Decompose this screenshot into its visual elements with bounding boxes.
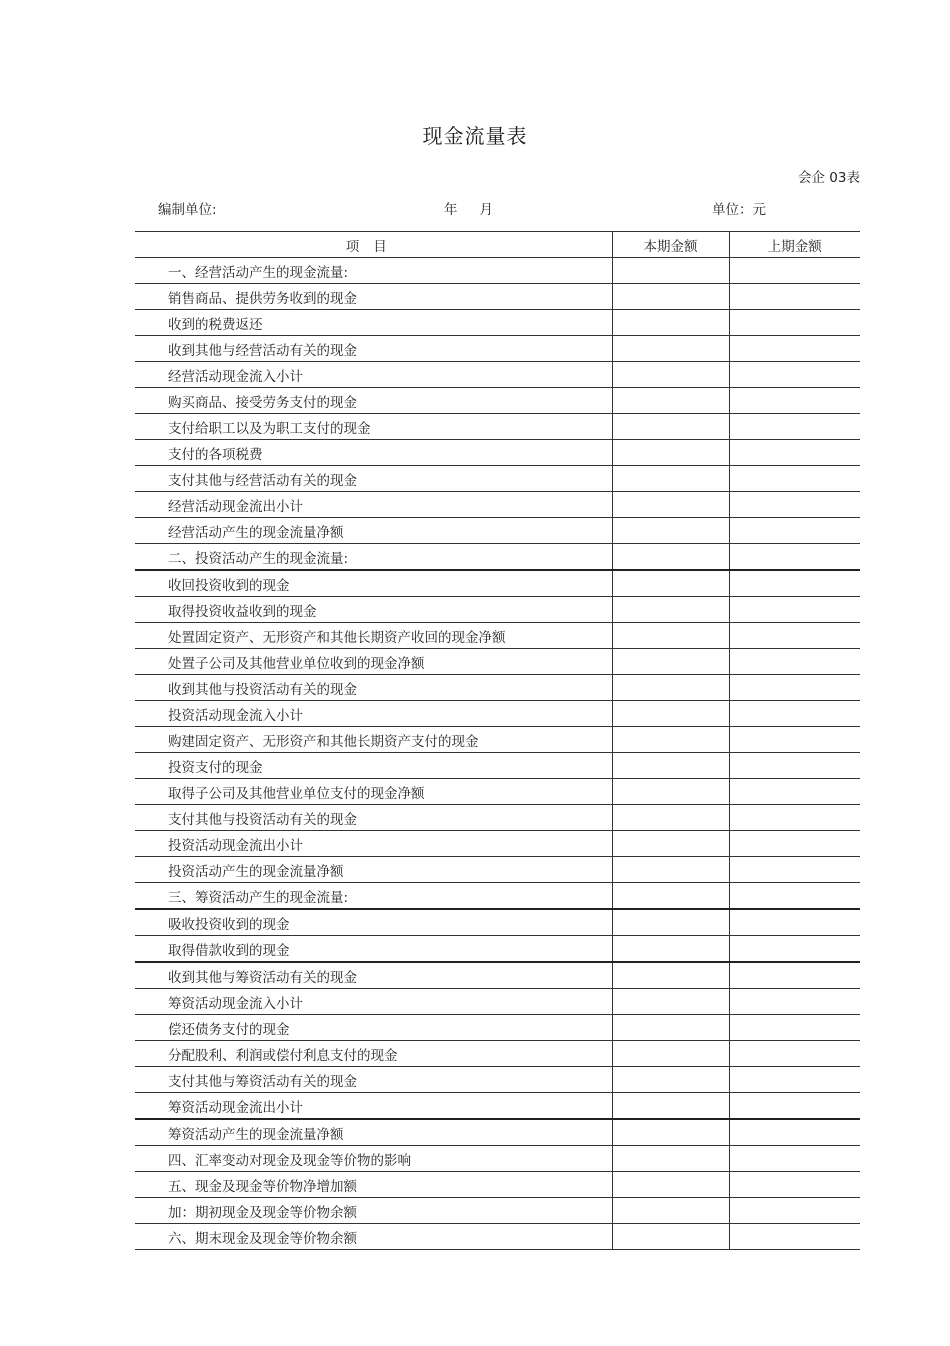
- row-item-label: 购买商品、接受劳务支付的现金: [135, 388, 612, 414]
- table-row: [135, 727, 860, 753]
- current-amount-cell[interactable]: [612, 414, 729, 440]
- previous-amount-cell[interactable]: [729, 518, 860, 544]
- current-amount-cell[interactable]: [612, 675, 729, 701]
- header-item: 项目: [135, 232, 612, 258]
- row-item-label: 筹资活动现金流入小计: [135, 989, 612, 1015]
- current-amount-cell[interactable]: [612, 1146, 729, 1172]
- current-amount-cell[interactable]: [612, 597, 729, 623]
- current-amount-cell[interactable]: [612, 909, 729, 936]
- current-amount-cell[interactable]: [612, 1224, 729, 1250]
- row-item-label: 支付其他与筹资活动有关的现金: [135, 1067, 612, 1093]
- previous-amount-cell[interactable]: [729, 284, 860, 310]
- table-row: [135, 414, 860, 440]
- current-amount-cell[interactable]: [612, 1198, 729, 1224]
- previous-amount-cell[interactable]: [729, 649, 860, 675]
- previous-amount-cell[interactable]: [729, 597, 860, 623]
- header-previous-period: 上期金额: [729, 232, 860, 258]
- table-row: [135, 962, 860, 989]
- row-item-label: 收回投资收到的现金: [135, 570, 612, 597]
- report-period: [444, 198, 515, 218]
- table-row: [135, 362, 860, 388]
- table-row: [135, 310, 860, 336]
- previous-amount-cell[interactable]: [729, 1119, 860, 1146]
- current-amount-cell[interactable]: [612, 857, 729, 883]
- previous-amount-cell[interactable]: [729, 388, 860, 414]
- current-amount-cell[interactable]: [612, 492, 729, 518]
- current-amount-cell[interactable]: [612, 284, 729, 310]
- row-item-label: 经营活动现金流出小计: [135, 492, 612, 518]
- table-header-row: [135, 232, 860, 258]
- previous-amount-cell[interactable]: [729, 857, 860, 883]
- row-item-label: 三、筹资活动产生的现金流量:: [135, 883, 612, 910]
- previous-amount-cell[interactable]: [729, 623, 860, 649]
- current-amount-cell[interactable]: [612, 258, 729, 284]
- table-row: [135, 1119, 860, 1146]
- table-row: [135, 623, 860, 649]
- previous-amount-cell[interactable]: [729, 1198, 860, 1224]
- row-item-label: 一、经营活动产生的现金流量:: [135, 258, 612, 284]
- table-row: [135, 753, 860, 779]
- current-amount-cell[interactable]: [612, 883, 729, 910]
- current-amount-cell[interactable]: [612, 310, 729, 336]
- previous-amount-cell[interactable]: [729, 1067, 860, 1093]
- row-item-label: 收到的税费返还: [135, 310, 612, 336]
- current-amount-cell[interactable]: [612, 753, 729, 779]
- previous-amount-cell[interactable]: [729, 962, 860, 989]
- table-row: [135, 1015, 860, 1041]
- table-row: [135, 492, 860, 518]
- row-item-label: 取得借款收到的现金: [135, 936, 612, 963]
- previous-amount-cell[interactable]: [729, 544, 860, 571]
- previous-amount-cell[interactable]: [729, 909, 860, 936]
- table-row: [135, 936, 860, 963]
- row-item-label: 吸收投资收到的现金: [135, 909, 612, 936]
- previous-amount-cell[interactable]: [729, 1093, 860, 1120]
- current-amount-cell[interactable]: [612, 831, 729, 857]
- table-row: [135, 388, 860, 414]
- previous-amount-cell[interactable]: [729, 440, 860, 466]
- row-item-label: 筹资活动产生的现金流量净额: [135, 1119, 612, 1146]
- current-amount-cell[interactable]: [612, 1172, 729, 1198]
- row-item-label: 经营活动产生的现金流量净额: [135, 518, 612, 544]
- previous-amount-cell[interactable]: [729, 831, 860, 857]
- previous-amount-cell[interactable]: [729, 805, 860, 831]
- current-amount-cell[interactable]: [612, 570, 729, 597]
- current-amount-cell[interactable]: [612, 779, 729, 805]
- table-row: [135, 258, 860, 284]
- previous-amount-cell[interactable]: [729, 727, 860, 753]
- current-amount-cell[interactable]: [612, 518, 729, 544]
- header-current-period: 本期金额: [612, 232, 729, 258]
- previous-amount-cell[interactable]: [729, 1224, 860, 1250]
- table-row: [135, 284, 860, 310]
- current-amount-cell[interactable]: [612, 649, 729, 675]
- previous-amount-cell[interactable]: [729, 258, 860, 284]
- previous-amount-cell[interactable]: [729, 310, 860, 336]
- current-amount-cell[interactable]: [612, 362, 729, 388]
- table-row: [135, 909, 860, 936]
- row-item-label: 加：期初现金及现金等价物余额: [135, 1198, 612, 1224]
- table-row: [135, 1198, 860, 1224]
- table-row: [135, 779, 860, 805]
- row-item-label: 投资活动现金流出小计: [135, 831, 612, 857]
- previous-amount-cell[interactable]: [729, 989, 860, 1015]
- table-row: [135, 1067, 860, 1093]
- previous-amount-cell[interactable]: [729, 570, 860, 597]
- current-amount-cell[interactable]: [612, 1067, 729, 1093]
- table-row: [135, 989, 860, 1015]
- table-row: [135, 857, 860, 883]
- previous-amount-cell[interactable]: [729, 414, 860, 440]
- table-row: [135, 675, 860, 701]
- table-row: [135, 544, 860, 571]
- previous-amount-cell[interactable]: [729, 492, 860, 518]
- table-row: [135, 1093, 860, 1120]
- row-item-label: 投资活动现金流入小计: [135, 701, 612, 727]
- row-item-label: 收到其他与经营活动有关的现金: [135, 336, 612, 362]
- previous-amount-cell[interactable]: [729, 883, 860, 910]
- current-amount-cell[interactable]: [612, 1041, 729, 1067]
- previous-amount-cell[interactable]: [729, 466, 860, 492]
- previous-amount-cell[interactable]: [729, 1172, 860, 1198]
- table-row: [135, 1224, 860, 1250]
- current-amount-cell[interactable]: [612, 701, 729, 727]
- current-amount-cell[interactable]: [612, 336, 729, 362]
- row-item-label: 取得子公司及其他营业单位支付的现金净额: [135, 779, 612, 805]
- row-item-label: 支付的各项税费: [135, 440, 612, 466]
- table-row: [135, 518, 860, 544]
- current-amount-cell[interactable]: [612, 466, 729, 492]
- table-row: [135, 466, 860, 492]
- row-item-label: 投资活动产生的现金流量净额: [135, 857, 612, 883]
- row-item-label: 五、现金及现金等价物净增加额: [135, 1172, 612, 1198]
- current-amount-cell[interactable]: [612, 1093, 729, 1120]
- row-item-label: 处置固定资产、无形资产和其他长期资产收回的现金净额: [135, 623, 612, 649]
- currency-unit-label: 单位：元: [712, 202, 766, 218]
- table-row: [135, 1041, 860, 1067]
- previous-amount-cell[interactable]: [729, 936, 860, 963]
- row-item-label: 分配股利、利润或偿付利息支付的现金: [135, 1041, 612, 1067]
- current-amount-cell[interactable]: [612, 440, 729, 466]
- previous-amount-cell[interactable]: [729, 336, 860, 362]
- row-item-label: 收到其他与投资活动有关的现金: [135, 675, 612, 701]
- row-item-label: 经营活动现金流入小计: [135, 362, 612, 388]
- row-item-label: 收到其他与筹资活动有关的现金: [135, 962, 612, 989]
- row-item-label: 支付其他与经营活动有关的现金: [135, 466, 612, 492]
- current-amount-cell[interactable]: [612, 989, 729, 1015]
- table-row: [135, 1172, 860, 1198]
- preparer-unit-label: 编制单位:: [158, 202, 217, 218]
- row-item-label: 支付其他与投资活动有关的现金: [135, 805, 612, 831]
- row-item-label: 筹资活动现金流出小计: [135, 1093, 612, 1120]
- cash-flow-table: [135, 231, 860, 1250]
- current-amount-cell[interactable]: [612, 1119, 729, 1146]
- current-amount-cell[interactable]: [612, 544, 729, 571]
- table-row: [135, 831, 860, 857]
- row-item-label: 销售商品、提供劳务收到的现金: [135, 284, 612, 310]
- previous-amount-cell[interactable]: [729, 779, 860, 805]
- row-item-label: 六、期末现金及现金等价物余额: [135, 1224, 612, 1250]
- page-title: 现金流量表: [422, 124, 528, 148]
- previous-amount-cell[interactable]: [729, 362, 860, 388]
- current-amount-cell[interactable]: [612, 623, 729, 649]
- current-amount-cell[interactable]: [612, 936, 729, 963]
- previous-amount-cell[interactable]: [729, 753, 860, 779]
- month-label: 月: [479, 202, 493, 218]
- table-row: [135, 336, 860, 362]
- previous-amount-cell[interactable]: [729, 675, 860, 701]
- current-amount-cell[interactable]: [612, 1015, 729, 1041]
- current-amount-cell[interactable]: [612, 727, 729, 753]
- year-label: 年: [444, 202, 458, 218]
- previous-amount-cell[interactable]: [729, 1041, 860, 1067]
- row-item-label: 四、汇率变动对现金及现金等价物的影响: [135, 1146, 612, 1172]
- row-item-label: 二、投资活动产生的现金流量:: [135, 544, 612, 571]
- row-item-label: 取得投资收益收到的现金: [135, 597, 612, 623]
- previous-amount-cell[interactable]: [729, 701, 860, 727]
- table-row: [135, 649, 860, 675]
- row-item-label: 购建固定资产、无形资产和其他长期资产支付的现金: [135, 727, 612, 753]
- previous-amount-cell[interactable]: [729, 1015, 860, 1041]
- row-item-label: 偿还债务支付的现金: [135, 1015, 612, 1041]
- table-row: [135, 805, 860, 831]
- table-row: [135, 597, 860, 623]
- current-amount-cell[interactable]: [612, 805, 729, 831]
- table-row: [135, 440, 860, 466]
- table-row: [135, 1146, 860, 1172]
- row-item-label: 处置子公司及其他营业单位收到的现金净额: [135, 649, 612, 675]
- table-row: [135, 883, 860, 910]
- current-amount-cell[interactable]: [612, 388, 729, 414]
- form-code: 会企 03表: [798, 170, 860, 186]
- table-row: [135, 701, 860, 727]
- table-row: [135, 570, 860, 597]
- current-amount-cell[interactable]: [612, 962, 729, 989]
- row-item-label: 投资支付的现金: [135, 753, 612, 779]
- previous-amount-cell[interactable]: [729, 1146, 860, 1172]
- row-item-label: 支付给职工以及为职工支付的现金: [135, 414, 612, 440]
